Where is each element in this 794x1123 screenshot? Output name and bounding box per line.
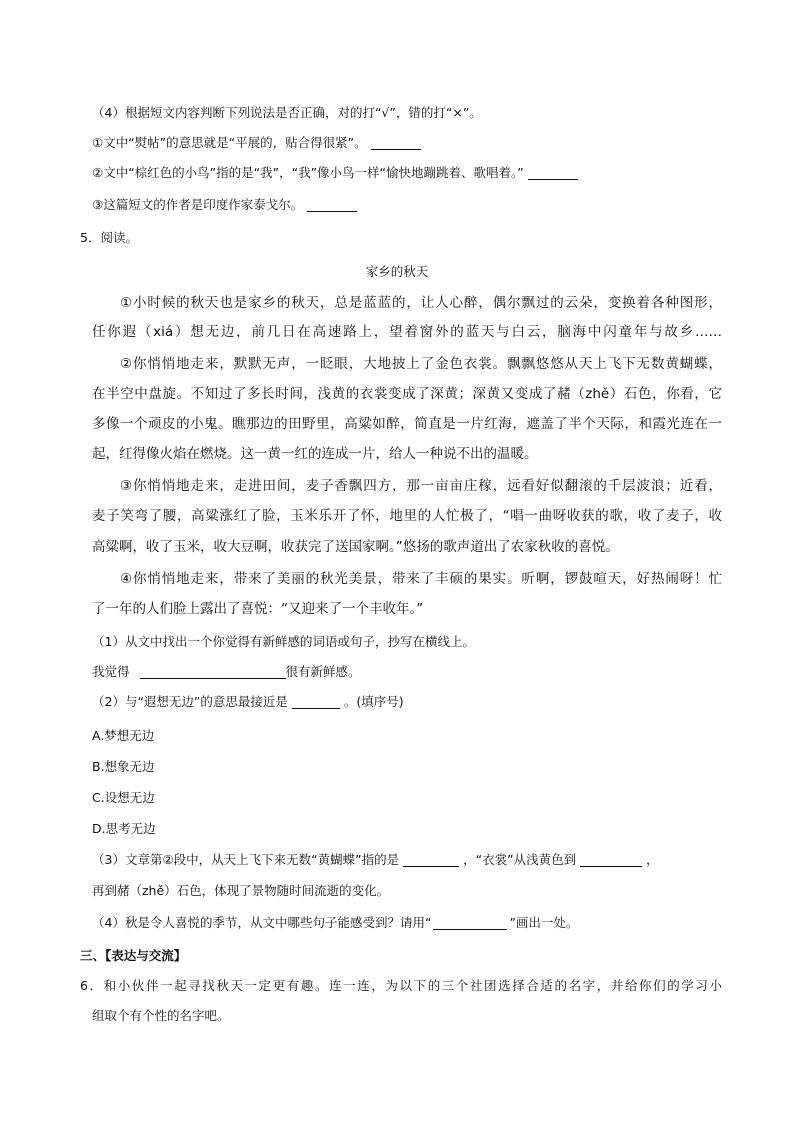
- passage-line: ①小时候的秋天也是家乡的秋天，总是蓝蓝的，让人心醉，偶尔飘过的云朵，变换着各种图形，: [120, 295, 722, 311]
- passage-line: 了一年的人们脸上露出了喜悦：“又迎来了一个丰收年。”: [92, 601, 424, 617]
- passage-line: 高粱啊，收了玉米，收大豆啊，收获完了送国家啊。”悠扬的歌声道出了农家秋收的喜悦。: [92, 539, 619, 555]
- passage-line: ③你悄悄地走来，走进田间，麦子香飘四方，那一亩亩庄稼，远看好似翻滚的千层波浪；近看，: [120, 478, 722, 494]
- q5-sub1: （1）从文中找出一个你觉得有新鲜感的词语或句子，抄写在横线上。: [92, 634, 475, 649]
- option-b: B.想象无边: [92, 759, 155, 774]
- answer-blank[interactable]: [140, 664, 286, 679]
- q5-sub1-answer: 我觉得 很有新鲜感。: [92, 664, 361, 679]
- answer-blank[interactable]: [403, 852, 459, 867]
- q5-sub4: （4）秋是令人喜悦的季节，从文中哪些句子能感受到？请用“ ”画出一处。: [92, 915, 579, 930]
- passage-line: ②你悄悄地走来，默默无声，一眨眼，大地披上了金色衣裳。飘飘悠悠从天上飞下无数黄蝴蝶，: [120, 356, 722, 372]
- answer-blank[interactable]: [580, 852, 642, 867]
- q5-heading: 5．阅读。: [80, 230, 138, 245]
- option-d: D.思考无边: [92, 821, 156, 836]
- q6-line: 组取个有个性的名字吧。: [92, 1008, 230, 1023]
- q4-intro: （4）根据短文内容判断下列说法是否正确，对的打“√”，错的打“×”。: [92, 105, 482, 120]
- q4-statement-1: ①文中“熨帖”的意思就是“平展的，贴合得很紧”。: [92, 133, 722, 153]
- option-c: C.设想无边: [92, 790, 155, 805]
- option-a: A.梦想无边: [92, 728, 155, 743]
- q4-statement-3: ③这篇短文的作者是印度作家泰戈尔。: [92, 195, 722, 215]
- passage-title: 家乡的秋天: [365, 264, 429, 279]
- passage-line: 麦子笑弯了腰，高粱涨红了脸，玉米乐开了怀，地里的人忙极了，“唱一曲呀收获的歌，收了麦子，收: [92, 508, 722, 524]
- answer-blank[interactable]: [307, 197, 357, 212]
- passage-line: 多像一个顽皮的小鬼。瞧那边的田野里，高粱如醉，简直是一片红海，遮盖了半个天际，和霞光连在一: [92, 416, 722, 432]
- section-heading: 三、【表达与交流】: [80, 948, 187, 963]
- q5-sub2: （2）与“遐想无边”的意思最接近是 。(填序号): [92, 694, 404, 709]
- q4-statement-2: ②文中“棕红色的小鸟”指的是“我”，“我”像小鸟一样“愉快地蹦跳着、歌唱着。”: [92, 163, 722, 183]
- passage-line: ④你悄悄地走来，带来了美丽的秋光美景，带来了丰硕的果实。听啊，锣鼓喧天，好热闹呀！忙: [120, 571, 722, 587]
- answer-blank[interactable]: [528, 165, 578, 180]
- answer-blank[interactable]: [292, 694, 340, 709]
- answer-blank[interactable]: [433, 915, 507, 930]
- passage-line: 任你遐（xiá）想无边，前几日在高速路上，望着窗外的蓝天与白云，脑海中闪童年与故乡……: [92, 324, 722, 340]
- passage-line: 在半空中盘旋。不知过了多长时间，浅黄的衣裳变成了深黄；深黄又变成了赭（zhě）石色，你看，它: [92, 386, 722, 402]
- q5-sub3: （3）文章第②段中，从天上飞下来无数“黄蝴蝶”指的是 ，“衣裳”从浅黄色到 ，: [92, 852, 659, 867]
- answer-blank[interactable]: [371, 135, 421, 150]
- q6-line: 6．和小伙伴一起寻找秋天一定更有趣。连一连，为以下的三个社团选择合适的名字，并给你们的学习小: [80, 978, 722, 993]
- q5-sub3-line2: 再到赭（zhě）石色，体现了景物随时间流逝的变化。: [92, 883, 390, 898]
- passage-line: 起，红得像火焰在燃烧。这一黄一红的连成一片，给人一种说不出的温暖。: [92, 446, 538, 462]
